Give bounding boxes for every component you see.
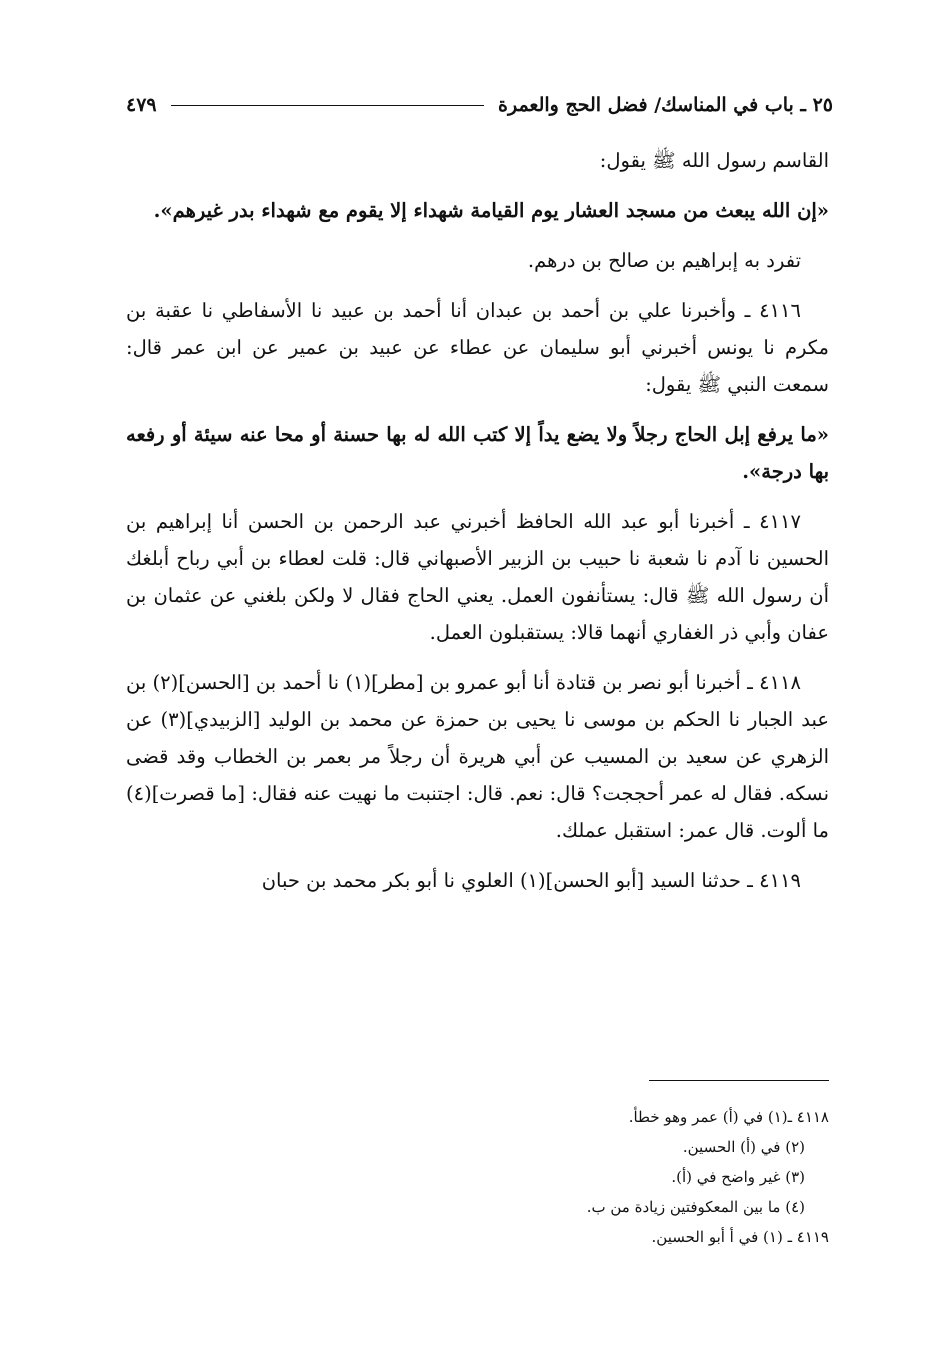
header-rule xyxy=(171,105,484,106)
paragraph-4118: ٤١١٨ ـ أخبرنا أبو نصر بن قتادة أنا أبو عمرو بن [مطر](١) نا أحمد بن [الحسن](٢) بن عبد الجبار نا الحكم بن موسى نا يحيى بن حمزة عن محمد بن الوليد [الزبيدي](٣) عن الزهري عن سعيد بن المسيب عن أبي هريرة أن رجلاً مر بعمر بن الخطاب وقد قضى نسكه. فقال له عمر أحججت؟ قال: نعم. قال: اجتنبت ما نهيت عنه فقال: [ما قصرت](٤) ما ألوت. قال عمر: استقبل عملك. xyxy=(126,671,829,842)
footnote-rule xyxy=(649,1080,829,1081)
footnote: (٤) ما بين المعكوفتين زيادة من ب. xyxy=(586,1198,805,1216)
paragraph-4117: ٤١١٧ ـ أخبرنا أبو عبد الله الحافظ أخبرني عبد الرحمن بن الحسن أنا إبراهيم بن الحسين نا آدم نا شعبة نا حبيب بن الزبير الأصبهاني قال: قلت لعطاء بن أبي رباح أبلغك أن رسول الله ﷺ قال: يستأنفون العمل. يعني الحاج فقال لا ولكن بلغني عن عثمان بن عفان وأبي ذر الغفاري أنهما قالا: يستقبلون العمل. xyxy=(126,510,829,644)
chapter-title: ٢٥ ـ باب في المناسك/ فضل الحج والعمرة xyxy=(498,94,833,116)
footnote: (٣) غير واضح في (أ). xyxy=(671,1168,805,1186)
paragraph-4116: ٤١١٦ ـ وأخبرنا علي بن أحمد بن عبدان أنا أحمد بن عبيد نا الأسفاطي نا عقبة بن مكرم نا يونس أخبرني أبو سليمان عن عطاء عن عبيد بن عمير عن ابن عمر قال: سمعت النبي ﷺ يقول: xyxy=(126,299,829,396)
paragraph-4119: ٤١١٩ ـ حدثنا السيد [أبو الحسن](١) العلوي نا أبو بكر محمد بن حبان xyxy=(261,869,801,892)
running-header xyxy=(126,88,833,122)
footnote: (٢) في (أ) الحسين. xyxy=(682,1138,805,1156)
main-text xyxy=(126,142,829,912)
hadith-text: «إن الله يبعث من مسجد العشار يوم القيامة شهداء إلا يقوم مع شهداء بدر غيرهم». xyxy=(153,199,829,222)
page-number: ٤٧٩ xyxy=(126,94,157,116)
footnote: ٤١١٩ ـ (١) في أ أبو الحسين. xyxy=(651,1228,829,1246)
footnotes xyxy=(126,1102,829,1252)
hadith-text: «ما يرفع إبل الحاج رجلاً ولا يضع يداً إلا كتب الله له بها حسنة أو محا عنه سيئة أو رفعه بها درجة». xyxy=(126,423,829,483)
paragraph-continuation: القاسم رسول الله ﷺ يقول: xyxy=(599,149,829,172)
footnote: ٤١١٨ ـ(١) في (أ) عمر وهو خطأ. xyxy=(628,1108,829,1126)
paragraph-note: تفرد به إبراهيم بن صالح بن درهم. xyxy=(527,249,801,272)
